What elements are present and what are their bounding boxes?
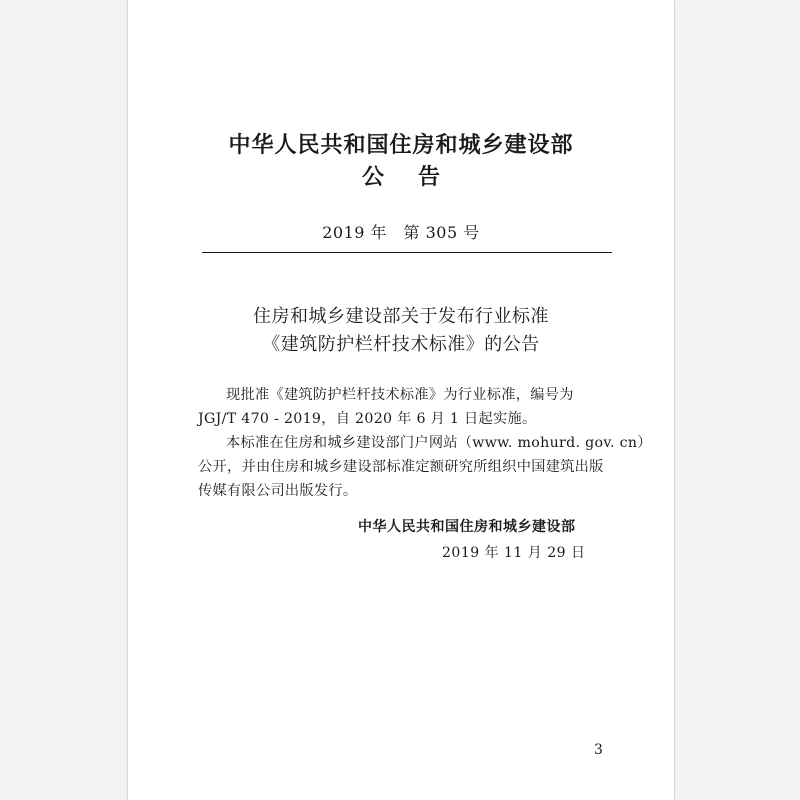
body-paragraph-line: 现批准《建筑防护栏杆技术标准》为行业标准，编号为	[226, 387, 574, 403]
body-paragraph-line: 传媒有限公司出版发行。	[198, 483, 358, 499]
issue-date: 2019 年 11 月 29 日	[442, 545, 586, 561]
issuer-signature: 中华人民共和国住房和城乡建设部	[358, 519, 576, 535]
divider-rule	[202, 252, 612, 253]
ministry-title: 中华人民共和国住房和城乡建设部	[228, 133, 574, 158]
issue-number: 2019 年 第 305 号	[322, 223, 480, 242]
announcement-heading-line-2: 《建筑防护栏杆技术标准》的公告	[262, 334, 540, 355]
body-paragraph-line: 公开，并由住房和城乡建设部标准定额研究所组织中国建筑出版	[198, 459, 604, 475]
notice-title: 公告	[361, 165, 474, 190]
body-paragraph-line: JGJ/T 470 - 2019，自 2020 年 6 月 1 日起实施。	[198, 411, 537, 427]
page-number: 3	[594, 742, 603, 758]
announcement-heading-line-1: 住房和城乡建设部关于发布行业标准	[253, 306, 549, 327]
document-page	[127, 0, 675, 800]
body-paragraph-line: 本标准在住房和城乡建设部门户网站（www. mohurd. gov. cn）	[226, 435, 652, 451]
